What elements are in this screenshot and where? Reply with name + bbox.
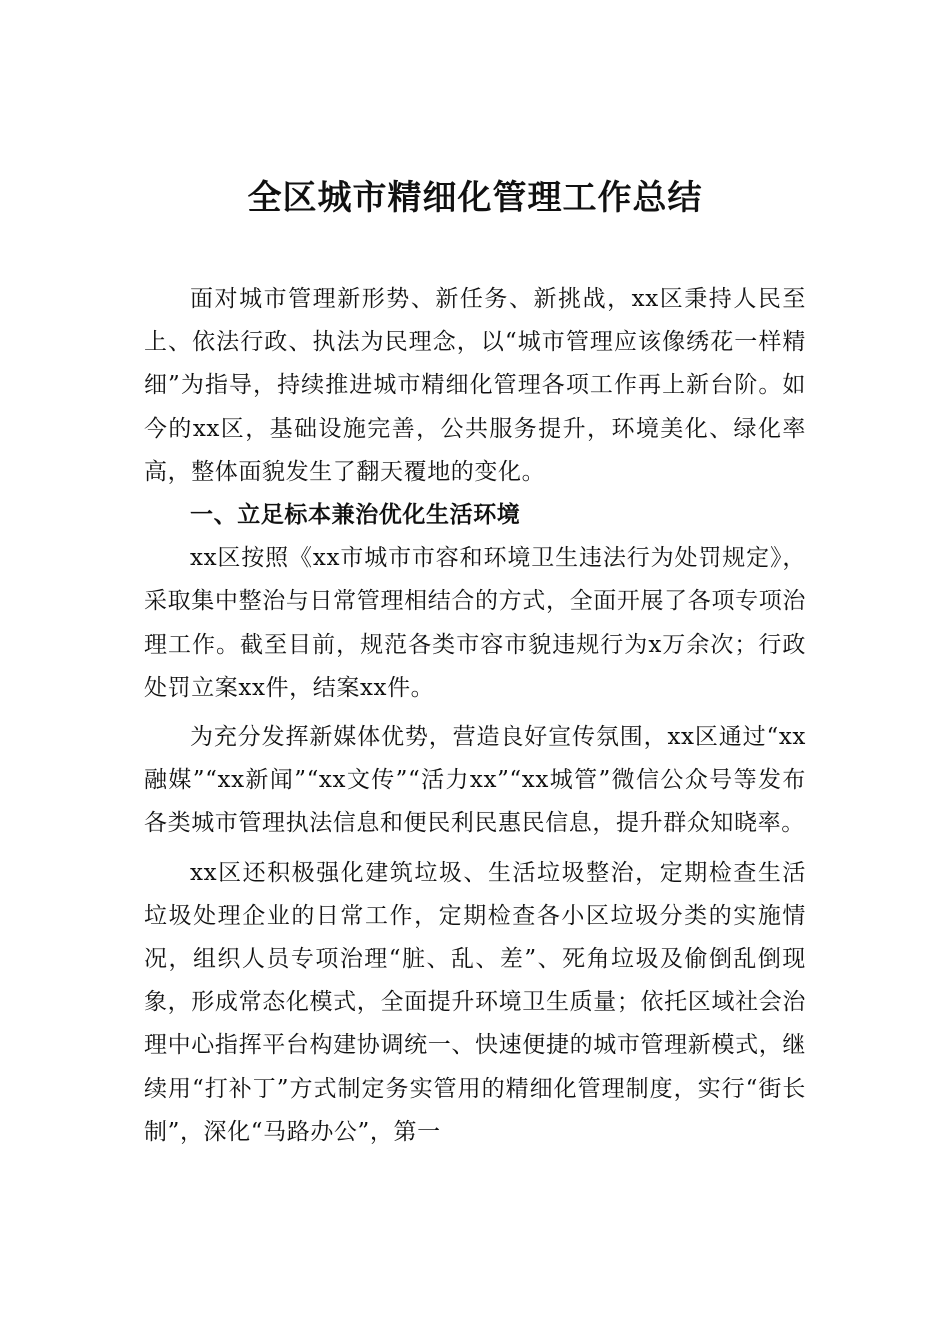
intro-paragraph: 面对城市管理新形势、新任务、新挑战，xx区秉持人民至上、依法行政、执法为民理念，以“城市管理应该像绣花一样精细”为指导，持续推进城市精细化管理各项工作再上新台阶。如今的xx区，基础设施完善，公共服务提升，环境美化、绿化率高，整体面貌发生了翻天覆地的变化。: [144, 286, 806, 485]
body-paragraph-2: 为充分发挥新媒体优势，营造良好宣传氛围，xx区通过“xx融媒”“xx新闻”“xx文传”“活力xx”“xx城管”微信公众号等发布各类城市管理执法信息和便民利民惠民信息，提升群众知晓率。: [144, 724, 806, 837]
document-body: [144, 278, 806, 1154]
document-title: 全区城市精细化管理工作总结: [247, 178, 703, 218]
body-paragraph-1: xx区按照《xx市城市市容和环境卫生违法行为处罚规定》，采取集中整治与日常管理相结合的方式，全面开展了各项专项治理工作。截至目前，规范各类市容市貌违规行为x万余次；行政处罚立案xx件，结案xx件。: [144, 545, 806, 701]
body-paragraph-3: xx区还积极强化建筑垃圾、生活垃圾整治，定期检查生活垃圾处理企业的日常工作，定期检查各小区垃圾分类的实施情况，组织人员专项治理“脏、乱、差”、死角垃圾及偷倒乱倒现象，形成常态化模式，全面提升环境卫生质量；依托区域社会治理中心指挥平台构建协调统一、快速便捷的城市管理新模式，继续用“打补丁”方式制定务实管用的精细化管理制度，实行“街长制”，深化“马路办公”，第一: [144, 859, 806, 1145]
section-heading-1: 一、立足标本兼治优化生活环境: [190, 502, 521, 529]
